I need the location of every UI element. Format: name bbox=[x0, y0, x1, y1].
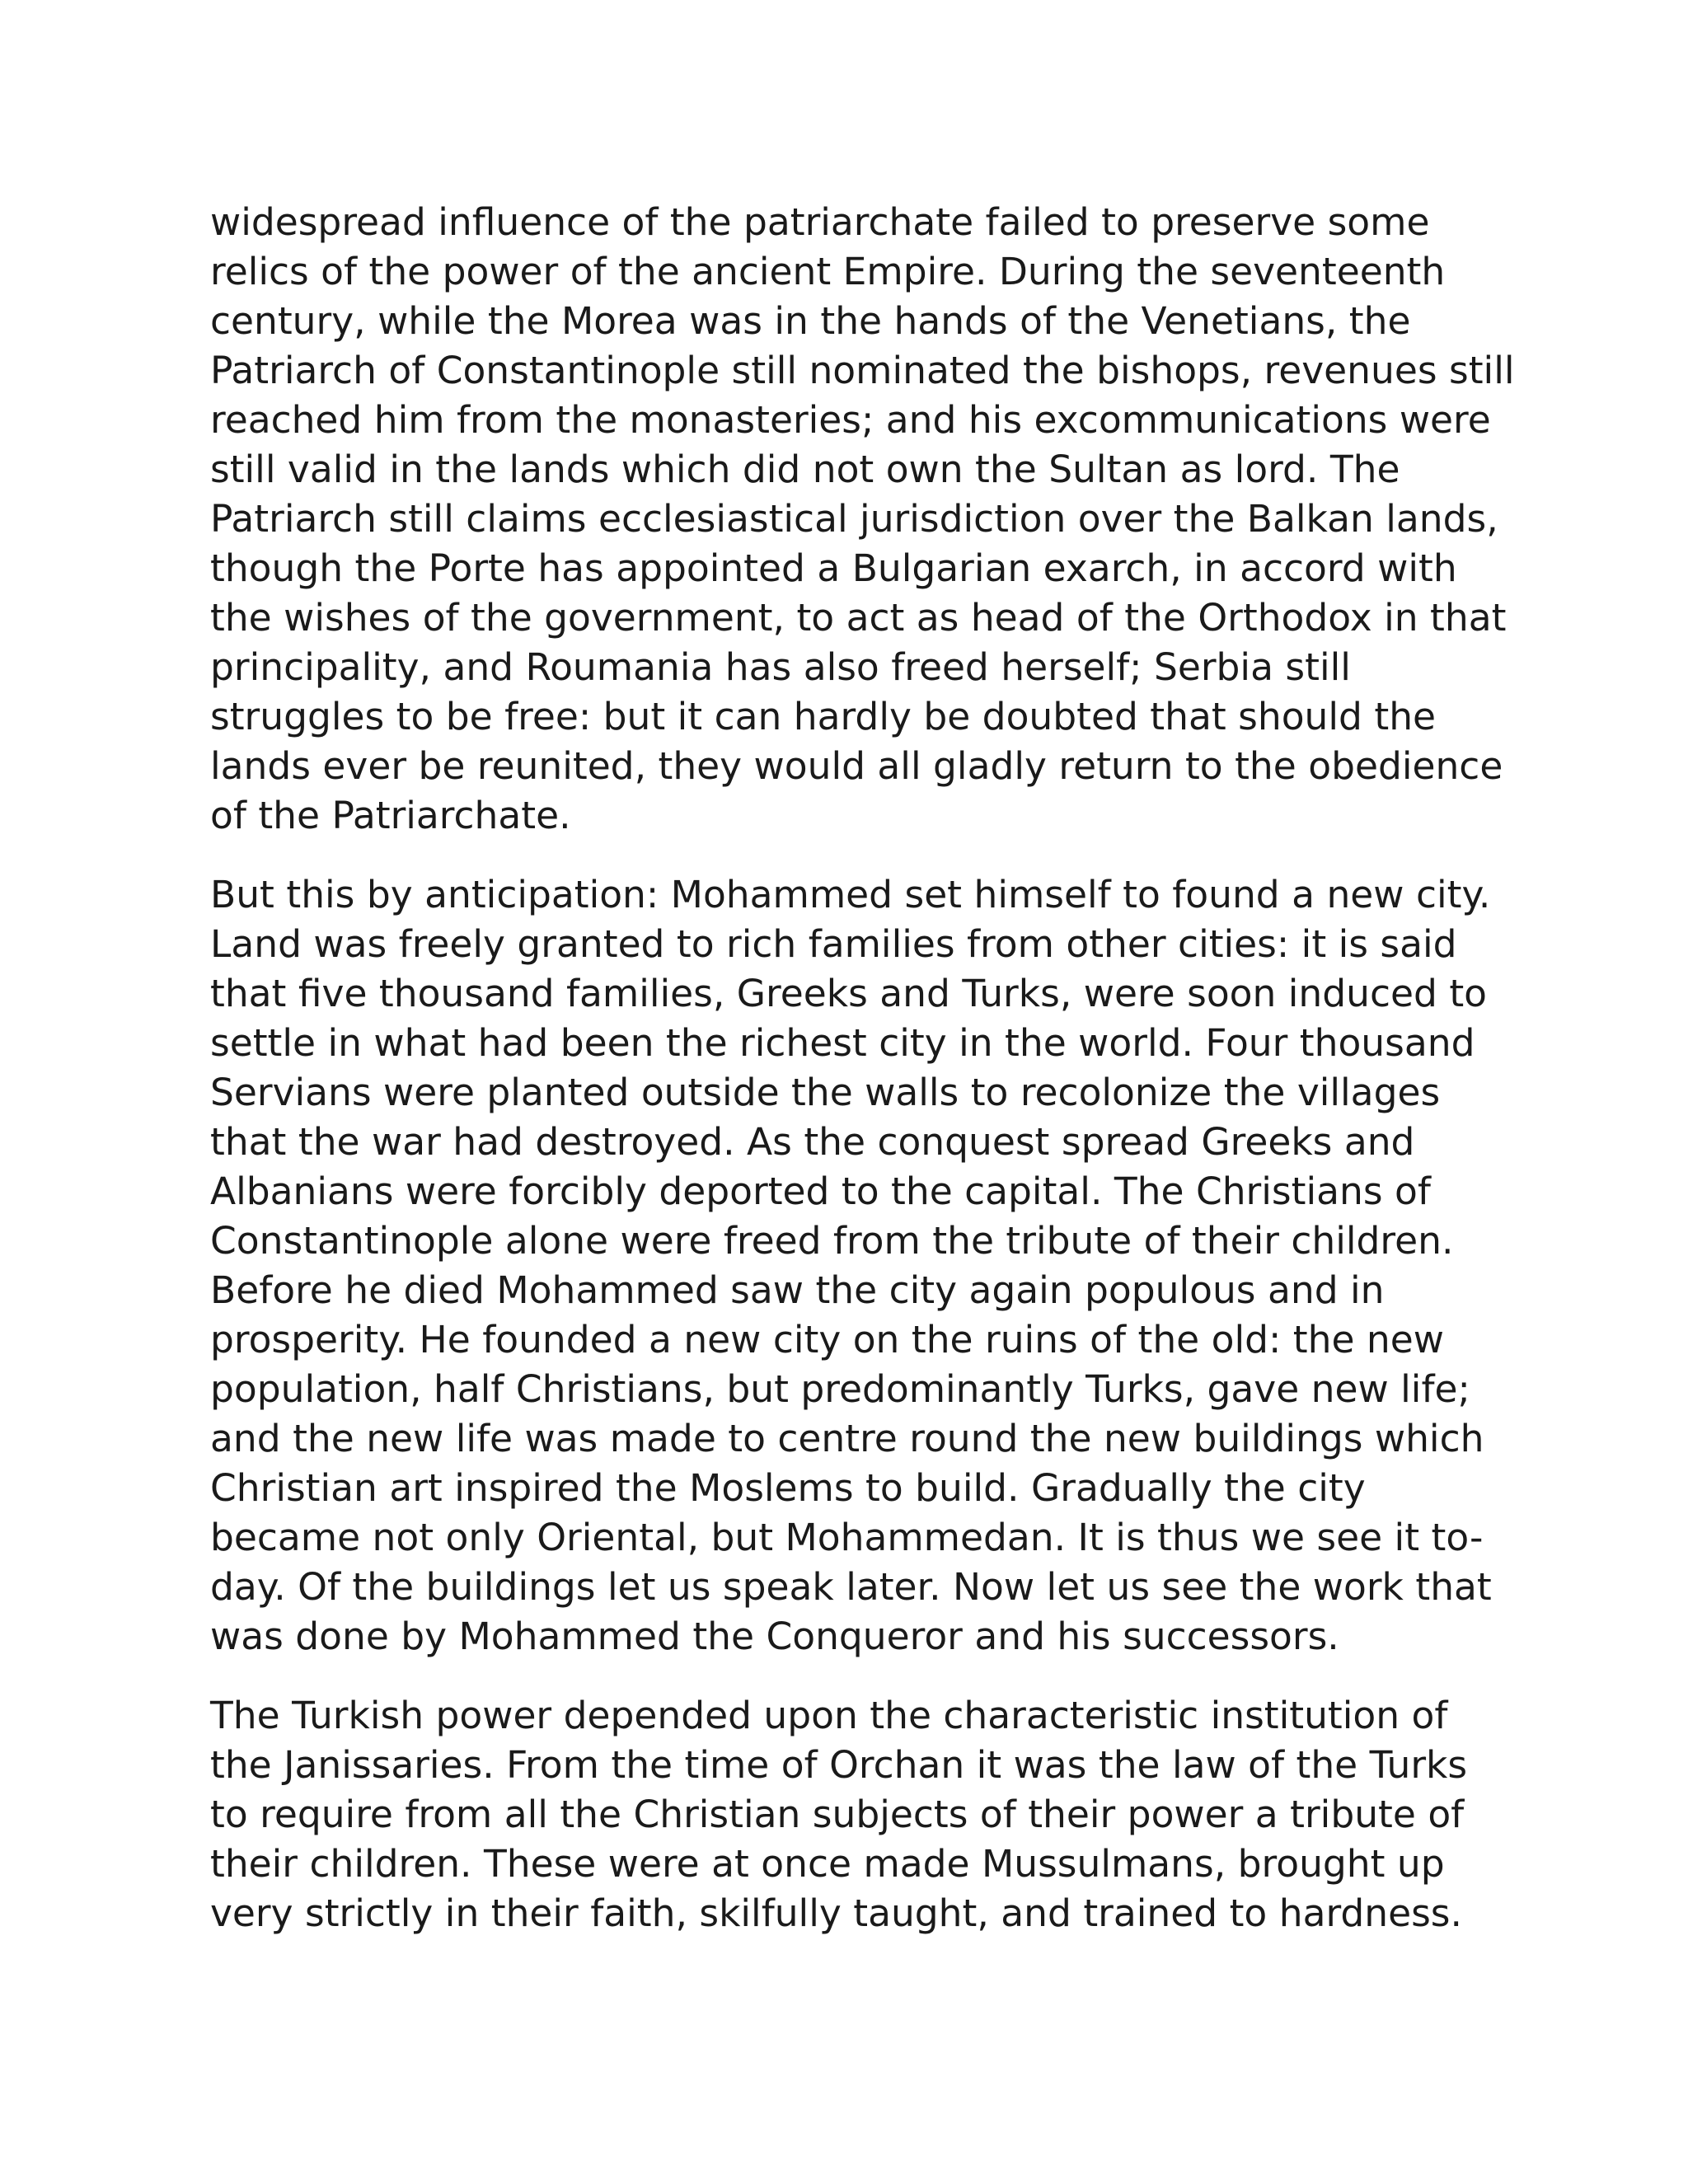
text-line: Patriarch of Constantinople still nominated the bishops, revenues still bbox=[210, 349, 1515, 392]
text-line: very strictly in their faith, skilfully taught, and trained to hardness. bbox=[210, 1891, 1462, 1935]
text-line: Land was freely granted to rich families from other cities: it is said bbox=[210, 922, 1457, 966]
text-line: though the Porte has appointed a Bulgarian exarch, in accord with bbox=[210, 546, 1457, 590]
text-line: Before he died Mohammed saw the city again populous and in bbox=[210, 1268, 1385, 1312]
paragraph-2 bbox=[210, 870, 1496, 1661]
text-line: day. Of the buildings let us speak later. Now let us see the work that bbox=[210, 1565, 1492, 1609]
text-line: became not only Oriental, but Mohammedan. It is thus we see it to- bbox=[210, 1516, 1484, 1559]
text-line: lands ever be reunited, they would all gladly return to the obedience bbox=[210, 744, 1503, 788]
text-line: struggles to be free: but it can hardly be doubted that should the bbox=[210, 695, 1437, 738]
text-line: Christian art inspired the Moslems to build. Gradually the city bbox=[210, 1466, 1366, 1510]
text-line: still valid in the lands which did not own the Sultan as lord. The bbox=[210, 448, 1400, 491]
paragraph-1 bbox=[210, 198, 1515, 841]
text-line: population, half Christians, but predominantly Turks, gave new life; bbox=[210, 1367, 1470, 1411]
text-line: relics of the power of the ancient Empire. During the seventeenth bbox=[210, 250, 1446, 293]
text-line: But this by anticipation: Mohammed set himself to found a new city. bbox=[210, 873, 1491, 916]
text-line: to require from all the Christian subjects of their power a tribute of bbox=[210, 1793, 1465, 1836]
text-line: prosperity. He founded a new city on the ruins of the old: the new bbox=[210, 1318, 1444, 1361]
paragraph-3 bbox=[210, 1691, 1496, 1938]
text-line: was done by Mohammed the Conqueror and his successors. bbox=[210, 1615, 1339, 1658]
text-line: Albanians were forcibly deported to the capital. The Christians of bbox=[210, 1169, 1431, 1213]
text-line: settle in what had been the richest city in the world. Four thousand bbox=[210, 1021, 1475, 1065]
text-line: Servians were planted outside the walls to recolonize the villages bbox=[210, 1071, 1441, 1114]
text-line: widespread influence of the patriarchate failed to preserve some bbox=[210, 200, 1430, 244]
text-line: Patriarch still claims ecclesiastical jurisdiction over the Balkan lands, bbox=[210, 497, 1498, 541]
text-line: The Turkish power depended upon the characteristic institution of bbox=[210, 1694, 1448, 1737]
body-text bbox=[210, 198, 1515, 1968]
text-line: and the new life was made to centre round the new buildings which bbox=[210, 1417, 1484, 1460]
text-line: Constantinople alone were freed from the tribute of their children. bbox=[210, 1219, 1454, 1263]
text-line: century, while the Morea was in the hands of the Venetians, the bbox=[210, 299, 1411, 343]
text-line: reached him from the monasteries; and his excommunications were bbox=[210, 398, 1491, 442]
text-line: of the Patriarchate. bbox=[210, 794, 571, 837]
text-line: that the war had destroyed. As the conquest spread Greeks and bbox=[210, 1120, 1415, 1164]
text-line: that five thousand families, Greeks and Turks, were soon induced to bbox=[210, 972, 1488, 1015]
text-line: their children. These were at once made Mussulmans, brought up bbox=[210, 1842, 1445, 1886]
text-line: the wishes of the government, to act as head of the Orthodox in that bbox=[210, 596, 1507, 640]
text-line: principality, and Roumania has also freed herself; Serbia still bbox=[210, 645, 1351, 689]
text-line: the Janissaries. From the time of Orchan it was the law of the Turks bbox=[210, 1743, 1468, 1787]
